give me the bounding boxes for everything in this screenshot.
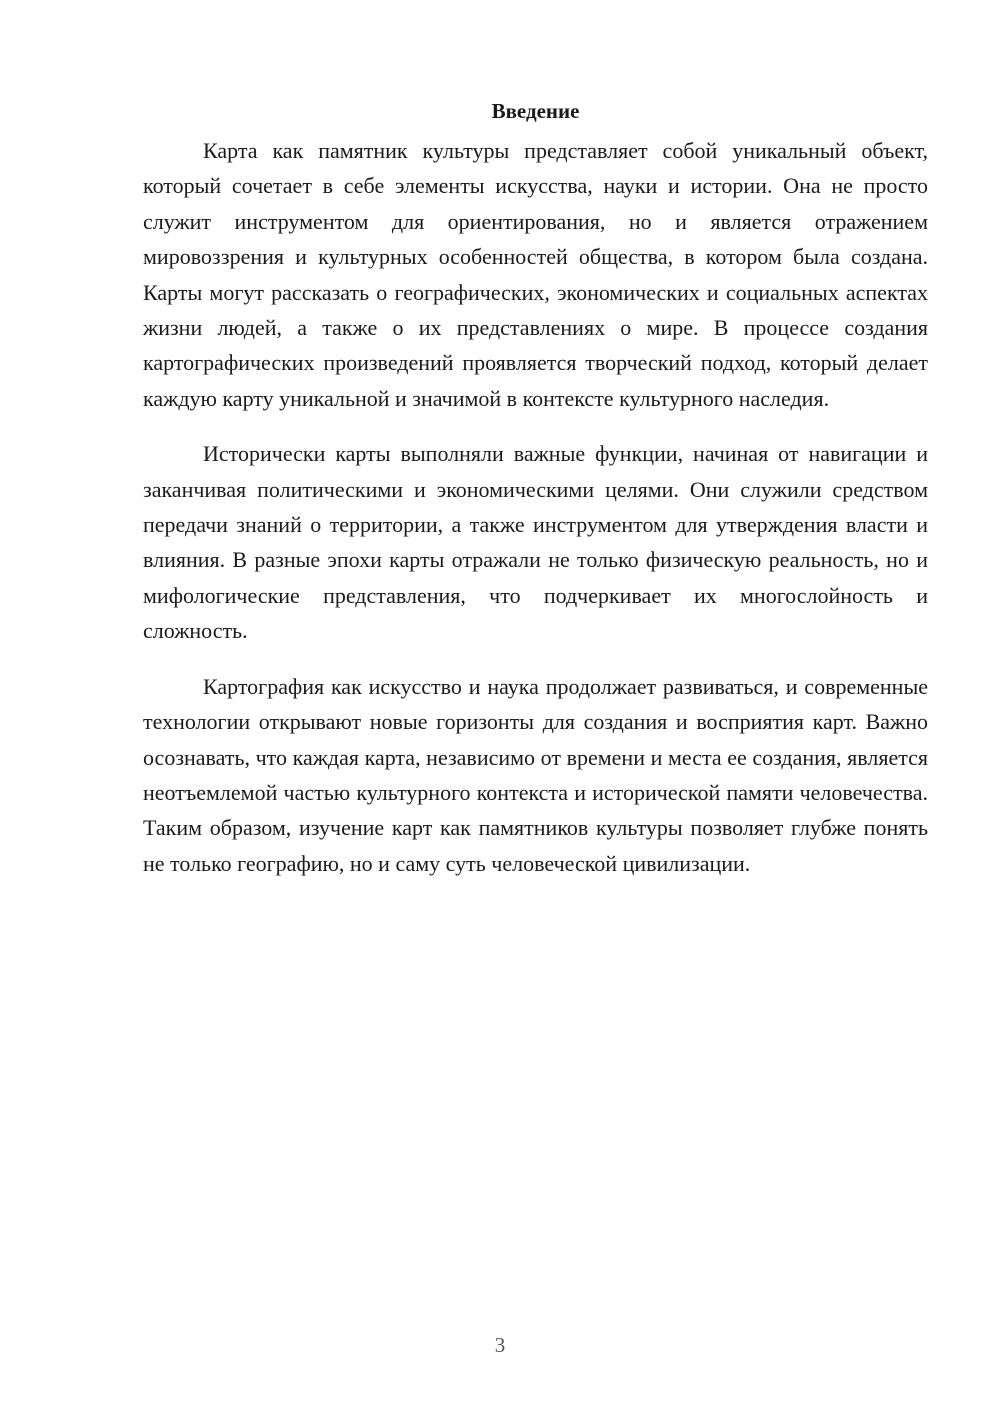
paragraph-1: Карта как памятник культуры представляет собой уникальный объект, который сочетает в себе элементы искусства, науки и истории. Она не просто служит инструментом для ориентирования, но и является отражением мировоззрения и культурных особенностей общества, в котором была создана. Карты могут рассказать о географических, экономических и социальных аспектах жизни людей, а также о их представлениях о мире. В процессе создания картографических произведений проявляется творческий подход, который делает каждую карту уникальной и значимой в контексте культурного наследия. [143, 138, 928, 411]
section-heading: Введение [491, 99, 580, 123]
paragraph-2: Исторически карты выполняли важные функции, начиная от навигации и заканчивая политическими и экономическими целями. Они служили средством передачи знаний о территории, а также инструментом для утверждения власти и влияния. В разные эпохи карты отражали не только физическую реальность, но и мифологические представления, что подчеркивает их многослойность и сложность. [143, 441, 928, 644]
page-number: 3 [494, 1333, 506, 1357]
document-page [143, 93, 928, 881]
paragraph-3: Картография как искусство и наука продолжает развиваться, и современные технологии открывают новые горизонты для создания и восприятия карт. Важно осознавать, что каждая карта, независимо от времени и места ее создания, является неотъемлемой частью культурного контекста и исторической памяти человечества. Таким образом, изучение карт как памятников культуры позволяет глубже понять не только географию, но и саму суть человеческой цивилизации. [143, 673, 928, 876]
